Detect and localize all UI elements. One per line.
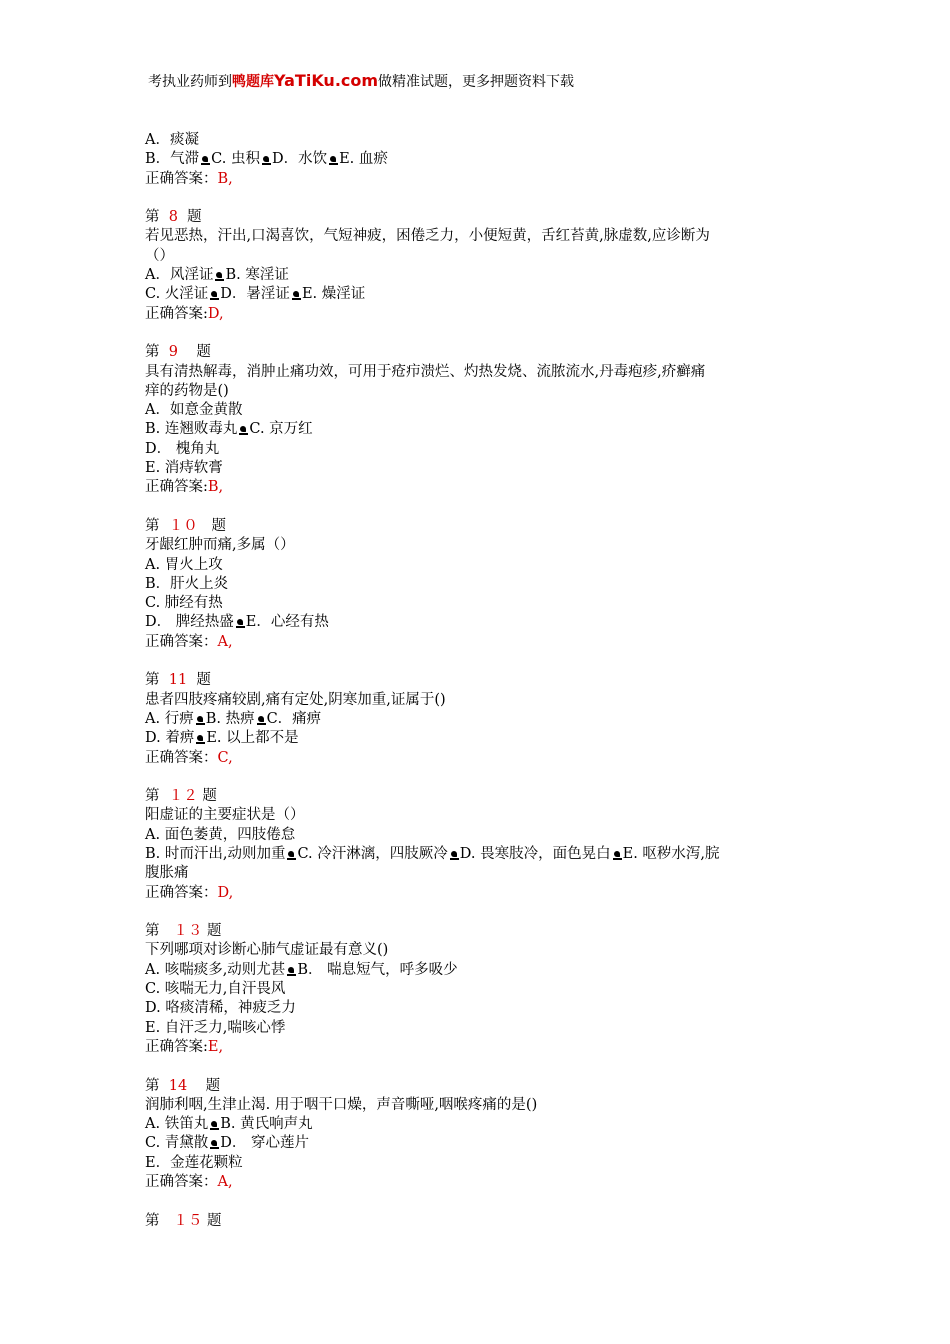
- q11-option-b: B. 热痹: [205, 710, 255, 727]
- q12-num-suffix: 题: [202, 788, 217, 805]
- q14-option-d: D． 穿心莲片: [220, 1135, 310, 1152]
- q12-heading: [145, 787, 813, 806]
- separator-icon: [210, 1139, 219, 1148]
- separator-icon: [613, 850, 622, 859]
- q7-answer: [145, 170, 813, 189]
- q7-option-c: C. 虫积: [211, 151, 260, 168]
- q11-answer: [145, 749, 813, 768]
- q9-num-suffix: 题: [196, 344, 211, 361]
- q9-options-bc: [145, 420, 813, 439]
- question-list: [145, 131, 813, 1231]
- header-suffix: 做精准试题，更多押题资料下载: [378, 74, 575, 90]
- q13-answer: [145, 1038, 813, 1057]
- q11-option-c: C．痛痹: [266, 710, 322, 727]
- q8-option-e: E. 燥淫证: [301, 286, 366, 303]
- q12-num-prefix: 第: [145, 788, 160, 805]
- q10-stem-line-1: 牙龈红肿而痛,多属（）: [145, 537, 295, 554]
- q11-heading: [145, 671, 813, 690]
- separator-icon: [287, 850, 296, 859]
- q10-answer-label: 正确答案：: [145, 633, 218, 650]
- q8-stem-line-2: （）: [145, 247, 174, 264]
- q11-option-e: E. 以上都不是: [206, 730, 299, 747]
- q12-option-e-part-1: E. 呕秽水泻,脘: [622, 845, 720, 862]
- q11-answer-value: C,: [217, 749, 233, 766]
- q13-answer-label: 正确答案:: [145, 1038, 208, 1055]
- q7-option-b: B．气滞: [145, 151, 200, 168]
- q13-option-a: A. 咳喘痰多,动则尤甚: [145, 961, 286, 978]
- q9-option-d: D． 槐角丸: [145, 440, 220, 457]
- separator-icon: [210, 1120, 219, 1129]
- q15-num-prefix: 第: [145, 1212, 160, 1229]
- separator-icon: [215, 271, 224, 280]
- q7-answer-value: B,: [217, 170, 233, 187]
- q9-option-b: B. 连翘败毒丸: [145, 421, 238, 438]
- q9-answer-label: 正确答案:: [145, 479, 208, 496]
- separator-icon: [450, 850, 459, 859]
- q14-answer-value: A,: [217, 1174, 233, 1191]
- header-brand-cn: 鸭题库: [232, 74, 274, 90]
- q7-options-bcde: [145, 150, 813, 169]
- q9-stem-line-2: 痒的药物是(): [145, 382, 229, 399]
- q9-answer: [145, 478, 813, 497]
- q12-answer-label: 正确答案：: [145, 884, 218, 901]
- q11-answer-label: 正确答案：: [145, 749, 218, 766]
- q8-stem-line-1: 若见恶热，汗出,口渴喜饮，气短神疲，困倦乏力，小便短黄，舌红苔黄,脉虚数,应诊断为: [145, 228, 710, 245]
- q12-option-e-part-2: 腹胀痛: [145, 865, 189, 882]
- q9-stem-line-1: 具有清热解毒，消肿止痛功效，可用于疮疖溃烂、灼热发烧、流脓流水,丹毒疱疹,疥癣痛: [145, 363, 706, 380]
- q10-answer-value: A,: [217, 633, 233, 650]
- q8-num-prefix: 第: [145, 209, 160, 226]
- q12-answer-value: D,: [217, 884, 234, 901]
- q14-options-cd: [145, 1134, 813, 1153]
- q12-number: １２: [168, 788, 198, 805]
- separator-icon: [196, 715, 205, 724]
- q13-stem-line-1: 下列哪项对诊断心肺气虚证最有意义(): [145, 942, 389, 959]
- q8-answer-value: D,: [207, 305, 224, 322]
- q11-num-prefix: 第: [145, 672, 160, 689]
- q13-option-c: C. 咳喘无力,自汗畏风: [145, 981, 286, 998]
- q9-answer-value: B,: [207, 479, 224, 496]
- q8-number: 8: [168, 209, 178, 226]
- q14-num-suffix: 题: [205, 1077, 221, 1094]
- separator-icon: [329, 155, 338, 164]
- q10-heading: [145, 517, 813, 536]
- q15-heading: [145, 1212, 813, 1231]
- separator-icon: [236, 618, 245, 627]
- q9-heading: [145, 343, 813, 362]
- q8-num-suffix: 题: [187, 209, 202, 226]
- q7-option-e: E. 血瘀: [339, 151, 388, 168]
- q12-answer: [145, 884, 813, 903]
- q10-num-prefix: 第: [145, 517, 160, 534]
- page-header: [148, 72, 574, 91]
- header-brand-en: YaTiKu.com: [274, 71, 379, 90]
- separator-icon: [292, 290, 301, 299]
- q10-number: １０: [168, 517, 198, 534]
- q9-option-e: E. 消痔软膏: [145, 460, 223, 477]
- q8-option-a: A．风淫证: [145, 267, 214, 284]
- q10-num-suffix: 题: [211, 517, 227, 534]
- q12-option-d: D. 畏寒肢冷，面色晃白: [459, 845, 611, 862]
- q14-option-a: A. 铁笛丸: [145, 1116, 209, 1133]
- q8-answer: [145, 305, 813, 324]
- q14-heading: [145, 1077, 813, 1096]
- q11-options-de: [145, 729, 813, 748]
- q14-answer-label: 正确答案：: [145, 1174, 218, 1191]
- q8-options-cde: [145, 285, 813, 304]
- q13-heading: [145, 922, 813, 941]
- separator-icon: [201, 155, 210, 164]
- q13-options-ab: [145, 961, 813, 980]
- q13-number: １３: [173, 923, 203, 940]
- q12-stem-line-1: 阳虚证的主要症状是（）: [145, 807, 305, 824]
- q15-num-suffix: 题: [206, 1212, 222, 1229]
- separator-icon: [257, 715, 266, 724]
- q8-answer-label: 正确答案:: [145, 305, 208, 322]
- q14-number: 14: [168, 1077, 188, 1094]
- separator-icon: [287, 966, 296, 975]
- q7-answer-label: 正确答案：: [145, 170, 218, 187]
- q9-option-a: A．如意金黄散: [145, 402, 243, 419]
- q11-options-abc: [145, 710, 813, 729]
- q13-num-suffix: 题: [206, 923, 222, 940]
- q15-number: １５: [173, 1212, 203, 1229]
- q12-option-a: A. 面色萎黄，四肢倦怠: [145, 826, 296, 843]
- q7-option-d: D．水饮: [271, 151, 328, 168]
- q9-number: 9: [168, 344, 178, 361]
- q12-option-c: C. 冷汗淋漓，四肢厥冷: [297, 845, 448, 862]
- q10-option-d: D． 脾经热盛: [145, 614, 234, 631]
- q11-number: 11: [168, 672, 188, 689]
- q10-answer: [145, 633, 813, 652]
- separator-icon: [239, 425, 248, 434]
- q10-option-e: E．心经有热: [245, 614, 329, 631]
- q14-stem-line-1: 润肺利咽,生津止渴. 用于咽干口燥，声音嘶哑,咽喉疼痛的是(): [145, 1096, 538, 1113]
- q11-option-d: D. 着痹: [145, 730, 195, 747]
- q13-option-b: B． 喘息短气，呼多吸少: [297, 961, 458, 978]
- q13-answer-value: E,: [207, 1038, 224, 1055]
- q8-option-c: C. 火淫证: [145, 286, 209, 303]
- header-prefix: 考执业药师到: [148, 74, 232, 90]
- separator-icon: [210, 290, 219, 299]
- q14-option-b: B. 黄氏响声丸: [220, 1116, 313, 1133]
- q14-num-prefix: 第: [145, 1077, 160, 1094]
- q8-option-d: D．暑淫证: [220, 286, 290, 303]
- q10-options-de: [145, 613, 813, 632]
- q12-option-b: B. 时而汗出,动则加重: [145, 845, 286, 862]
- separator-icon: [262, 155, 271, 164]
- q11-stem-line-1: 患者四肢疼痛较剧,痛有定处,阴寒加重,证属于(): [145, 691, 446, 708]
- q9-num-prefix: 第: [145, 344, 160, 361]
- q11-num-suffix: 题: [196, 672, 211, 689]
- q14-options-ab: [145, 1115, 813, 1134]
- q9-option-c: C. 京万红: [249, 421, 313, 438]
- q14-option-c: C. 青黛散: [145, 1135, 209, 1152]
- q13-option-d: D. 咯痰清稀，神疲乏力: [145, 1000, 296, 1017]
- q11-option-a: A. 行痹: [145, 710, 194, 727]
- q13-num-prefix: 第: [145, 923, 160, 940]
- q13-option-e: E. 自汗乏力,喘咳心悸: [145, 1019, 286, 1036]
- q8-heading: [145, 208, 813, 227]
- q10-option-b: B．肝火上炎: [145, 575, 229, 592]
- q12-options-bcde: [145, 845, 813, 864]
- q10-option-a: A. 胃火上攻: [145, 556, 223, 573]
- q8-option-b: B. 寒淫证: [225, 267, 289, 284]
- q10-option-c: C. 肺经有热: [145, 595, 223, 612]
- q8-options-ab: [145, 266, 813, 285]
- q14-option-e: E．金莲花颗粒: [145, 1154, 243, 1171]
- q14-answer: [145, 1173, 813, 1192]
- separator-icon: [196, 734, 205, 743]
- q7-option-a: A．痰凝: [145, 132, 199, 148]
